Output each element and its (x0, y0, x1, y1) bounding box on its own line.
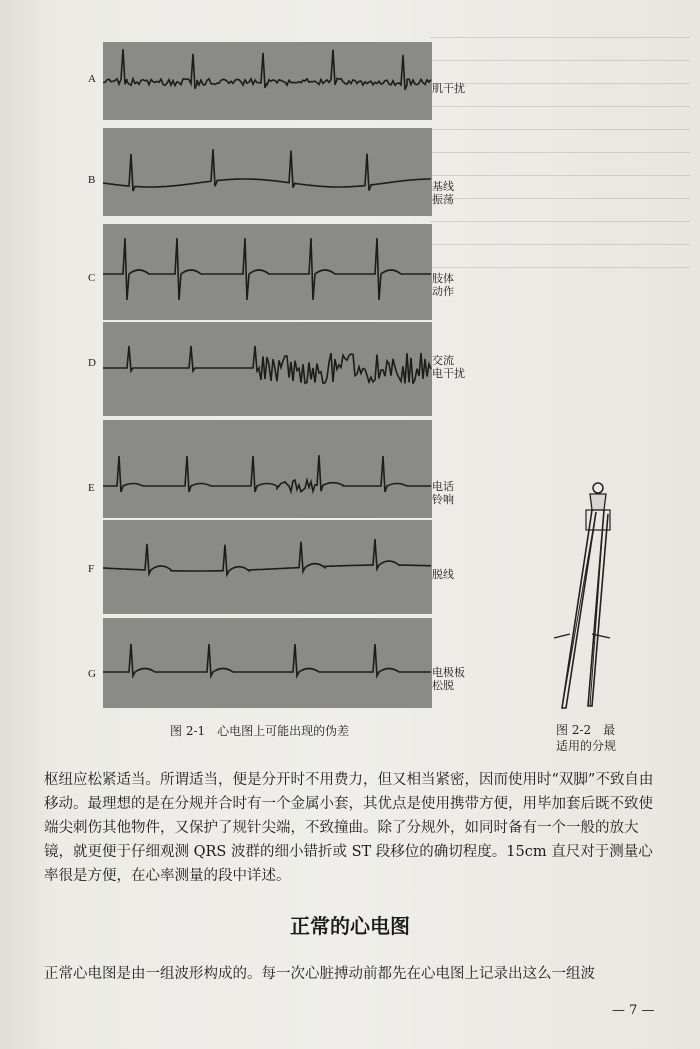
row-label-e-line-1: 电话 (432, 480, 454, 493)
row-label-d-line-2: 电干扰 (432, 367, 465, 380)
row-letter-g: G (88, 668, 96, 680)
row-label-g-line-1: 电极板 (432, 666, 465, 679)
figure-2-2-caption (556, 722, 616, 754)
paragraph-1: 枢纽应松紧适当。所谓适当，便是分开时不用费力，但又相当紧密，因而使用时“双脚”不致自由移动。最理想的是在分规并合时有一个金属小套，其优点是使用携带方便，用毕加套后既不致使端尖刺伤其他物件，又保护了规针尖端，不致撞曲。除了分规外，如同时备有一个一般的放大镜，就更便于仔细观测 QRS 波群的细小错折或 ST 段移位的确切程度。15cm 直尺对于测量心率很是方便，在心率测量的段中详述。 (44, 772, 654, 884)
paragraph-2: 正常心电图是由一组波形构成的。每一次心脏搏动前都先在心电图上记录出这么一组波 (44, 966, 595, 982)
ecg-strip-g (103, 618, 432, 708)
row-letter-f: F (88, 563, 95, 575)
row-label-b-line-2: 振荡 (432, 193, 454, 206)
row-label-c (432, 272, 472, 298)
ecg-strip-f (103, 520, 432, 614)
ecg-strip-a (103, 42, 432, 120)
ecg-strip-b (103, 128, 432, 216)
ecg-strip-c (103, 224, 432, 320)
row-label-e (432, 480, 472, 506)
row-label-b-line-1: 基线 (432, 180, 454, 193)
row-label-f-line-1: 脱线 (432, 568, 454, 581)
row-label-f (432, 568, 472, 581)
row-letter-d: D (88, 357, 96, 369)
row-letter-e: E (88, 482, 95, 494)
bleed-through-texture (430, 30, 690, 290)
page-number: — 7 — (612, 1003, 655, 1018)
row-label-b (432, 180, 472, 206)
row-label-c-line-2: 动作 (432, 285, 454, 298)
row-label-a (432, 82, 472, 95)
ecg-strip-d (103, 322, 432, 416)
row-label-d (432, 354, 472, 380)
row-label-g-line-2: 松脱 (432, 679, 454, 692)
figure-2-2-caption-line-1: 图 2-2 最 (556, 723, 616, 737)
row-label-g (432, 666, 472, 692)
row-label-c-line-1: 肢体 (432, 272, 454, 285)
figure-2-1-caption: 图 2-1 心电图上可能出现的伪差 (170, 724, 350, 738)
row-letter-a: A (88, 73, 96, 85)
figure-2-2-caption-line-2: 适用的分规 (556, 739, 617, 753)
row-letter-b: B (88, 174, 96, 186)
row-label-d-line-1: 交流 (432, 354, 454, 367)
section-title: 正常的心电图 (290, 914, 410, 938)
row-label-a-line-1: 肌干扰 (432, 82, 465, 95)
row-label-e-line-2: 铃响 (432, 493, 454, 506)
row-letter-c: C (88, 272, 96, 284)
divider-compass-illustration (530, 480, 640, 720)
ecg-strip-e (103, 420, 432, 518)
